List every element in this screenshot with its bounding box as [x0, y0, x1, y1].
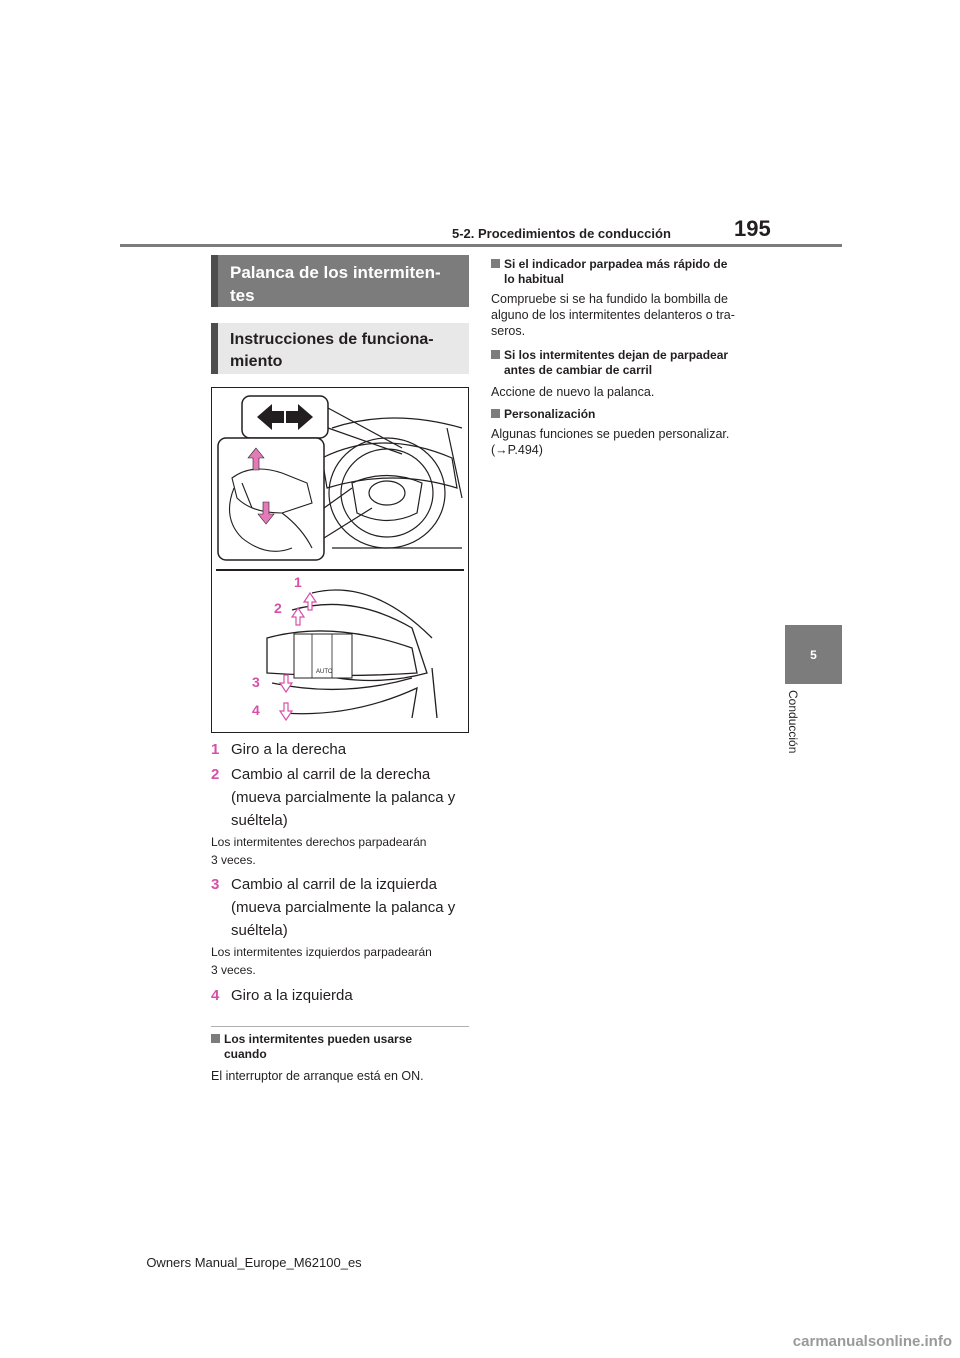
footer [0, 1255, 960, 1270]
note-line: Los intermitentes izquierdos parpadearán [211, 945, 432, 959]
info-heading: Personalización [504, 407, 596, 421]
item-text-line3: suéltela) [231, 812, 288, 829]
header-rule [120, 244, 842, 247]
callout-2: 2 [274, 600, 282, 616]
item-text-line2: (mueva parcialmente la palanca y [231, 899, 456, 916]
item-text-line2: (mueva parcialmente la palanca y [231, 789, 456, 806]
item-number: 2 [211, 766, 220, 783]
item-note [211, 943, 469, 979]
callout-4: 4 [252, 702, 260, 718]
note-line: 3 veces. [211, 853, 256, 867]
item-text: Giro a la izquierda [231, 987, 353, 1004]
item-text: Cambio al carril de la derecha [231, 766, 431, 783]
info-text: Compruebe si se ha fundido la bombilla de [491, 292, 728, 306]
page-reference: (→P.494) [491, 443, 543, 457]
info-text: Algunas funciones se pueden personalizar. [491, 427, 730, 441]
info-text: seros. [491, 324, 526, 338]
item-text: Giro a la derecha [231, 741, 347, 758]
footer-text: Owners Manual_Europe_M62100_es [146, 1255, 362, 1270]
svg-text:AUTO: AUTO [316, 669, 333, 675]
list-item [211, 763, 469, 832]
square-bullet-icon [491, 409, 500, 418]
section-title: 5-2. Procedimientos de conducción [452, 226, 671, 241]
item-text: Cambio al carril de la izquierda [231, 876, 437, 893]
list-item [211, 984, 469, 1007]
list-item [211, 738, 469, 761]
info-text: alguno de los intermitentes delanteros o tra- [491, 308, 735, 322]
info-heading-line2: lo habitual [504, 272, 564, 286]
callout-3: 3 [252, 674, 260, 690]
info-block [491, 257, 751, 339]
chapter-label: Conducción [786, 690, 800, 754]
page-number: 195 [734, 216, 771, 241]
chapter-tab: 5 [785, 625, 842, 684]
item-number: 4 [211, 987, 220, 1004]
sub-heading: Instrucciones de funciona-miento [211, 323, 469, 374]
square-bullet-icon [491, 259, 500, 268]
note-line: Los intermitentes derechos parpadearán [211, 835, 427, 849]
info-block [491, 348, 751, 400]
info-heading-line2: cuando [224, 1047, 267, 1061]
info-block [491, 407, 751, 458]
watermark: carmanualsonline.info [792, 1333, 952, 1350]
section-divider [211, 1026, 469, 1027]
info-text: Accione de nuevo la palanca. [491, 385, 655, 399]
square-bullet-icon [491, 350, 500, 359]
callout-1: 1 [294, 574, 302, 590]
turn-signal-lever-figure [211, 387, 469, 733]
item-text-line3: suéltela) [231, 922, 288, 939]
note-line: 3 veces. [211, 963, 256, 977]
lever-illustration [212, 388, 468, 732]
list-item [211, 873, 469, 942]
item-number: 1 [211, 741, 220, 758]
item-number: 3 [211, 876, 220, 893]
info-text: El interruptor de arranque está en ON. [211, 1069, 424, 1083]
info-heading: Si el indicador parpadea más rápido de [504, 257, 728, 271]
main-heading: Palanca de los intermiten-tes [211, 255, 469, 307]
info-heading-line2: antes de cambiar de carril [504, 363, 653, 377]
info-heading: Si los intermitentes dejan de parpadear [504, 348, 729, 362]
square-bullet-icon [211, 1034, 220, 1043]
info-heading: Los intermitentes pueden usarse [224, 1032, 413, 1046]
item-note [211, 833, 469, 869]
info-block [211, 1032, 469, 1084]
